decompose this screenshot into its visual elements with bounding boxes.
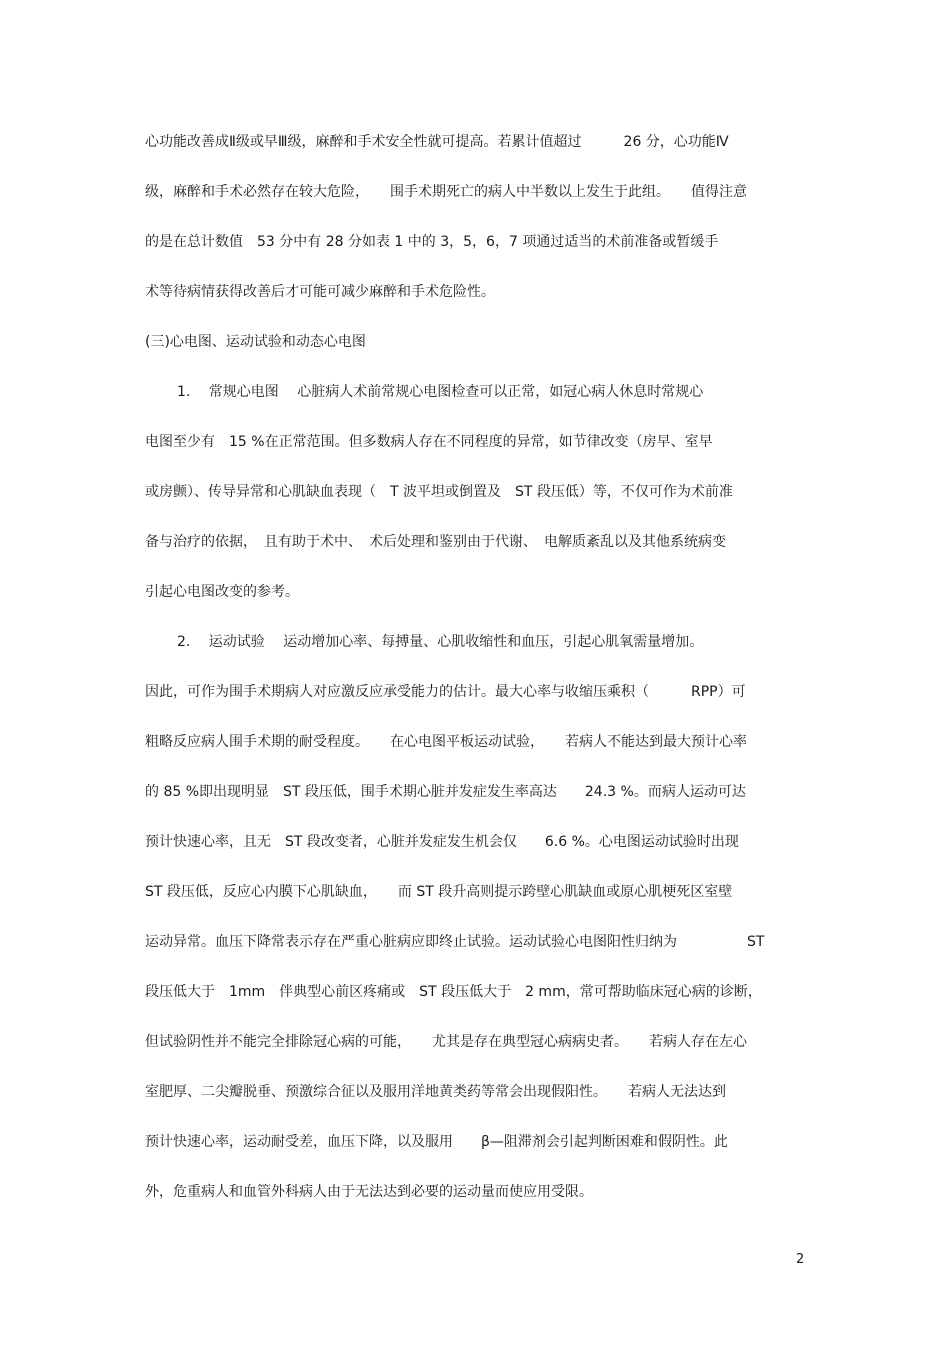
text-line: 级，麻醉和手术必然存在较大危险， 围手术期死亡的病人中半数以上发生于此组。 值得注意 bbox=[145, 184, 747, 200]
text-line: 引起心电图改变的参考。 bbox=[145, 584, 299, 600]
text-line: 外，危重病人和血管外科病人由于无法达到必要的运动量而使应用受限。 bbox=[145, 1184, 593, 1200]
text-line: 1. 常规心电图 心脏病人术前常规心电图检查可以正常，如冠心病人休息时常规心 bbox=[177, 384, 704, 400]
text-line: 粗略反应病人围手术期的耐受程度。 在心电图平板运动试验， 若病人不能达到最大预计心率 bbox=[145, 734, 747, 750]
section-heading: (三)心电图、运动试验和动态心电图 bbox=[145, 334, 366, 350]
text-line: 的是在总计数值 53 分中有 28 分如表 1 中的 3，5，6，7 项通过适当的术前准备或暂缓手 bbox=[145, 234, 719, 250]
text-line: 但试验阴性并不能完全排除冠心病的可能， 尤其是存在典型冠心病病史者。 若病人存在左心 bbox=[145, 1034, 747, 1050]
text-line: ST 段压低，反应心内膜下心肌缺血， 而 ST 段升高则提示跨壁心肌缺血或原心肌梗死区室壁 bbox=[145, 884, 733, 900]
text-line: 预计快速心率，且无 ST 段改变者，心脏并发症发生机会仅 6.6 %。心电图运动试验时出现 bbox=[145, 834, 739, 850]
text-line: 备与治疗的依据， 且有助于术中、 术后处理和鉴别由于代谢、 电解质紊乱以及其他系统病变 bbox=[145, 534, 726, 550]
text-line: 术等待病情获得改善后才可能可减少麻醉和手术危险性。 bbox=[145, 284, 495, 300]
text-line: 室肥厚、二尖瓣脱垂、预激综合征以及服用洋地黄类药等常会出现假阳性。 若病人无法达到 bbox=[145, 1084, 726, 1100]
text-line: 运动异常。血压下降常表示存在严重心脏病应即终止试验。运动试验心电图阳性归纳为 ST bbox=[145, 934, 765, 950]
text-line: 预计快速心率，运动耐受差，血压下降，以及服用 β—阻滞剂会引起判断困难和假阴性。此 bbox=[145, 1134, 728, 1150]
text-line: 段压低大于 1mm 伴典型心前区疼痛或 ST 段压低大于 2 mm，常可帮助临床冠心病的诊断， bbox=[145, 984, 762, 1000]
page-number: 2 bbox=[796, 1252, 805, 1267]
text-line: 2. 运动试验 运动增加心率、每搏量、心肌收缩性和血压，引起心肌氧需量增加。 bbox=[177, 634, 704, 650]
text-line: 的 85 %即出现明显 ST 段压低，围手术期心脏并发症发生率高达 24.3 %。而病人运动可达 bbox=[145, 784, 746, 800]
text-line: 或房颤）、传导异常和心肌缺血表现（ T 波平坦或倒置及 ST 段压低）等，不仅可作为术前准 bbox=[145, 484, 733, 500]
text-line: 心功能改善成Ⅱ级或早Ⅲ级，麻醉和手术安全性就可提高。若累计值超过 26 分，心功能Ⅳ bbox=[145, 134, 729, 150]
text-line: 因此，可作为围手术期病人对应激反应承受能力的估计。最大心率与收缩压乘积（ RPP）可 bbox=[145, 684, 746, 700]
text-line: 电图至少有 15 %在正常范围。但多数病人存在不同程度的异常，如节律改变（房早、室早 bbox=[145, 434, 713, 450]
